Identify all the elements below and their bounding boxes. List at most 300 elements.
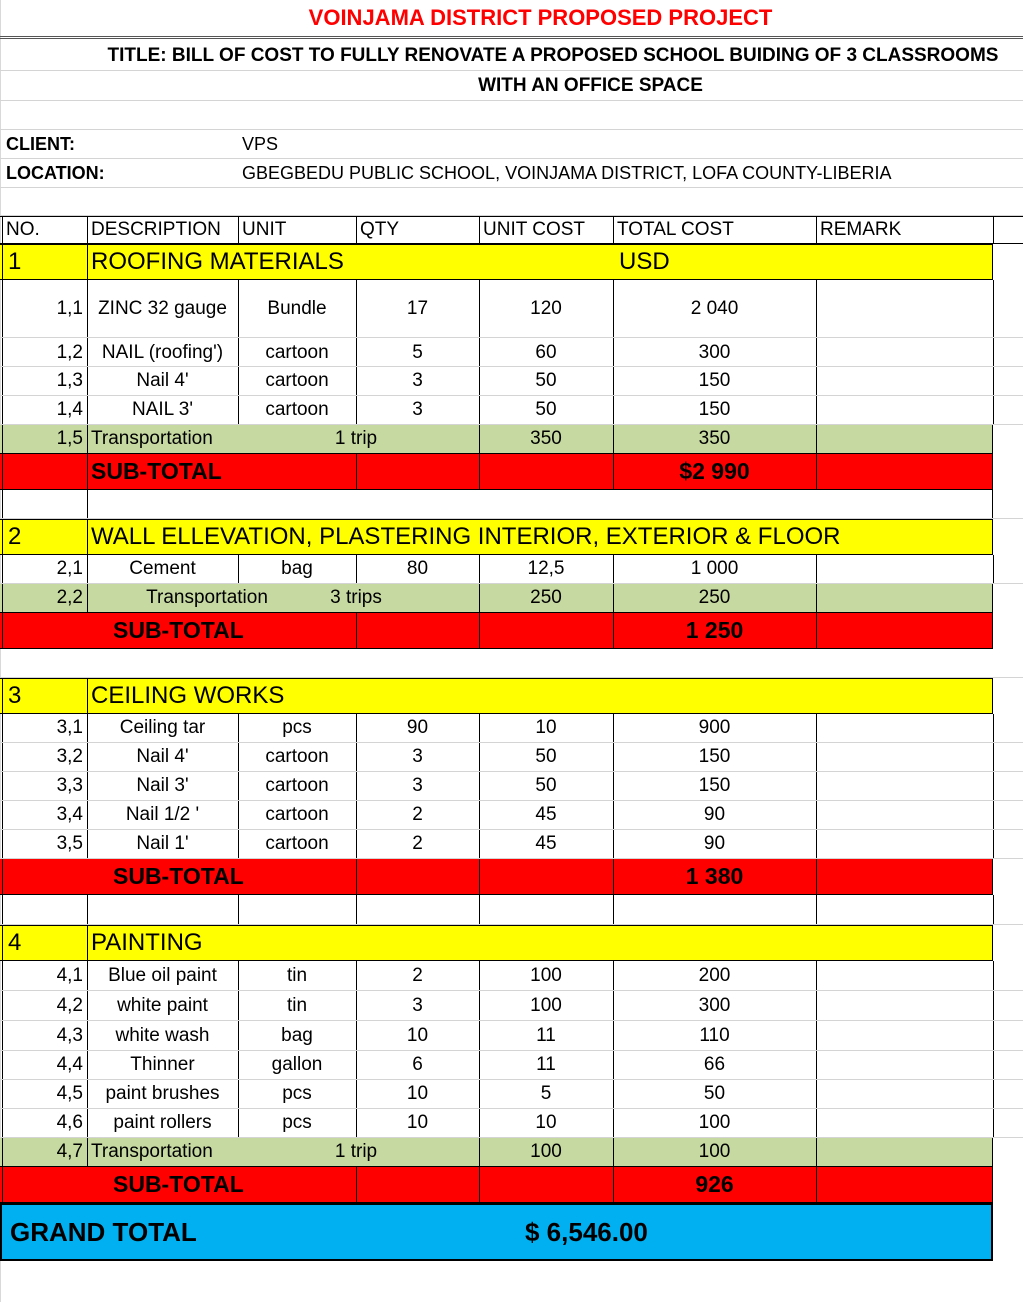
blank-row[interactable] <box>0 650 1023 678</box>
cell-border <box>613 714 614 742</box>
item-remark[interactable] <box>816 714 993 742</box>
item-number[interactable]: 4,7 <box>56 1141 83 1162</box>
currency-label[interactable]: USD <box>619 248 670 275</box>
item-unit-cost[interactable]: 120 <box>530 297 562 319</box>
column-header-unit[interactable]: UNIT <box>242 219 287 240</box>
cell-border <box>479 1167 480 1202</box>
item-unit-cost[interactable]: 350 <box>530 428 562 449</box>
transport-description[interactable]: Transportation <box>91 428 213 449</box>
item-number[interactable]: 2,1 <box>56 558 83 579</box>
item-number[interactable]: 1,2 <box>56 342 83 363</box>
item-number[interactable]: 4,3 <box>56 1024 83 1046</box>
item-remark[interactable] <box>816 396 993 424</box>
subtotal-label[interactable]: SUB-TOTAL <box>113 863 244 889</box>
cell-border <box>479 859 480 894</box>
cell-border <box>479 1051 480 1079</box>
cell-border <box>87 367 88 395</box>
cell-border <box>816 454 817 489</box>
item-total-cost[interactable]: 100 <box>698 1112 731 1133</box>
cell-border <box>993 367 994 395</box>
subtotal-value[interactable]: 1 250 <box>685 617 744 643</box>
item-remark[interactable] <box>816 1109 993 1137</box>
cell-border <box>613 1167 614 1202</box>
item-description[interactable]: white paint <box>117 994 208 1016</box>
section-header-row[interactable] <box>0 678 993 714</box>
item-total-cost[interactable]: 900 <box>698 717 731 738</box>
table-row[interactable] <box>0 801 1023 830</box>
item-unit-cost[interactable]: 50 <box>535 746 557 767</box>
item-unit-cost[interactable]: 100 <box>530 1141 562 1162</box>
table-row[interactable] <box>0 396 1023 425</box>
item-remark[interactable] <box>816 555 993 583</box>
item-qty[interactable]: 3 <box>412 775 423 796</box>
item-number[interactable]: 3,5 <box>56 833 83 854</box>
item-remark[interactable] <box>816 961 993 990</box>
cell-border <box>87 679 88 713</box>
item-qty[interactable]: 17 <box>406 297 429 319</box>
subtitle-row-1[interactable] <box>0 41 1023 71</box>
item-qty[interactable]: 6 <box>412 1054 423 1075</box>
cell-border <box>479 280 480 337</box>
item-total-cost[interactable]: 150 <box>698 399 731 420</box>
cell-border <box>479 555 480 583</box>
item-total-cost[interactable]: 100 <box>698 1141 731 1162</box>
cell-border <box>2 772 3 800</box>
item-remark[interactable] <box>816 1021 993 1050</box>
item-remark[interactable] <box>816 367 993 395</box>
subtotal-value[interactable]: 926 <box>695 1171 734 1197</box>
item-number[interactable]: 4,2 <box>56 994 83 1016</box>
table-header-row[interactable] <box>0 216 1023 244</box>
client-row[interactable] <box>0 130 1023 159</box>
item-qty[interactable]: 2 <box>412 964 423 986</box>
cell-border <box>613 280 614 337</box>
item-total-cost[interactable]: 2 040 <box>690 297 739 319</box>
item-unit[interactable]: bag <box>281 1024 313 1046</box>
cell-border <box>992 613 993 648</box>
item-qty[interactable]: 3 <box>412 399 423 420</box>
column-header-unit-cost[interactable]: UNIT COST <box>483 219 586 240</box>
transport-trips[interactable]: 3 trips <box>330 587 382 608</box>
cell-border <box>993 772 994 800</box>
cell-border <box>87 520 88 554</box>
item-total-cost[interactable]: 90 <box>703 833 726 854</box>
cell-border <box>87 338 88 366</box>
transport-description[interactable]: Transportation <box>146 587 268 608</box>
item-remark[interactable] <box>816 280 993 337</box>
cell-border <box>2 280 3 337</box>
cell-border <box>479 743 480 771</box>
item-unit-cost[interactable]: 100 <box>530 994 562 1016</box>
item-remark[interactable] <box>816 338 993 366</box>
cell-border <box>816 772 817 800</box>
cell-border <box>479 584 480 612</box>
table-row[interactable] <box>0 991 1023 1021</box>
table-row[interactable] <box>0 772 1023 801</box>
item-unit-cost[interactable]: 11 <box>536 1024 556 1046</box>
item-description[interactable]: NAIL 3' <box>131 399 193 420</box>
cell-border <box>816 338 817 366</box>
transport-row[interactable] <box>0 1138 993 1167</box>
subtotal-label[interactable]: SUB-TOTAL <box>113 1171 244 1197</box>
item-unit-cost[interactable]: 100 <box>530 964 562 986</box>
cell-border <box>2 1138 3 1166</box>
section-header-row[interactable] <box>0 519 993 555</box>
cell-border <box>2 454 3 489</box>
section-name[interactable]: WALL ELLEVATION, PLASTERING INTERIOR, EXTERIOR & FLOOR <box>91 523 841 550</box>
cell-border <box>613 454 614 489</box>
item-total-cost[interactable]: 300 <box>698 342 731 363</box>
item-unit[interactable]: gallon <box>271 1054 323 1075</box>
cell-border <box>87 830 88 858</box>
cell-border <box>816 1167 817 1202</box>
column-header-description[interactable]: DESCRIPTION <box>91 219 221 240</box>
item-unit[interactable]: pcs <box>282 717 312 738</box>
item-remark[interactable] <box>816 1051 993 1079</box>
subtotal-value[interactable]: $2 990 <box>679 458 750 484</box>
cell-border <box>87 1138 88 1166</box>
item-total-cost[interactable]: 1 000 <box>690 558 739 579</box>
item-unit[interactable]: cartoon <box>265 399 329 420</box>
transport-row[interactable] <box>0 584 993 613</box>
cell-border <box>479 714 480 742</box>
cell-border <box>993 217 994 243</box>
grand-total-value[interactable]: $ 6,546.00 <box>525 1216 648 1247</box>
cell-border <box>238 338 239 366</box>
item-total-cost[interactable]: 150 <box>698 746 731 767</box>
item-total-cost[interactable]: 66 <box>703 1054 726 1075</box>
client-value[interactable]: VPS <box>242 133 279 154</box>
cell-border <box>816 961 817 990</box>
cell-border <box>356 743 357 771</box>
cell-border <box>992 1138 993 1166</box>
cell-border <box>993 1051 994 1079</box>
cell-border <box>816 280 817 337</box>
table-row[interactable] <box>0 1021 1023 1051</box>
item-unit[interactable]: cartoon <box>265 804 329 825</box>
item-qty[interactable]: 10 <box>406 1112 429 1133</box>
item-unit[interactable]: cartoon <box>265 342 329 363</box>
cell-border <box>992 245 993 279</box>
location-label: LOCATION: <box>6 162 105 183</box>
table-row[interactable] <box>0 1080 1023 1109</box>
table-row[interactable] <box>0 280 1023 338</box>
title-row[interactable] <box>0 0 1023 39</box>
item-description[interactable]: Nail 1' <box>136 833 189 854</box>
cell-border <box>87 584 88 612</box>
page-title: VOINJAMA DISTRICT PROPOSED PROJECT <box>308 5 773 30</box>
cell-border <box>2 338 3 366</box>
cell-border <box>2 396 3 424</box>
grand-total-label[interactable]: GRAND TOTAL <box>10 1216 197 1247</box>
cell-border <box>816 991 817 1020</box>
location-row[interactable] <box>0 159 1023 188</box>
cell-border <box>356 613 357 648</box>
table-row[interactable] <box>0 830 1023 859</box>
cell-border <box>479 396 480 424</box>
item-qty[interactable]: 3 <box>412 746 423 767</box>
item-number[interactable]: 4,5 <box>56 1083 83 1104</box>
transport-row[interactable] <box>0 425 993 454</box>
item-number[interactable]: 1,4 <box>56 399 83 420</box>
subtotal-row[interactable] <box>0 454 993 490</box>
item-unit[interactable]: pcs <box>282 1112 312 1133</box>
blank-row[interactable] <box>0 188 1023 216</box>
blank-row[interactable] <box>0 895 1023 925</box>
item-description[interactable]: ZINC 32 gauge <box>98 297 227 319</box>
table-row[interactable] <box>0 961 1023 991</box>
item-total-cost[interactable]: 50 <box>703 1083 726 1104</box>
cell-border <box>356 1021 357 1050</box>
cell-border <box>993 1080 994 1108</box>
item-number[interactable]: 4,4 <box>56 1054 83 1075</box>
item-total-cost[interactable]: 350 <box>698 428 731 449</box>
item-number[interactable]: 3,3 <box>56 775 83 796</box>
column-header-total-cost[interactable]: TOTAL COST <box>617 219 734 240</box>
item-unit[interactable]: tin <box>286 964 308 986</box>
section-header-row[interactable] <box>0 244 993 280</box>
cell-border <box>2 1051 3 1079</box>
item-description[interactable]: paint rollers <box>113 1112 212 1133</box>
cell-border <box>479 1021 480 1050</box>
item-remark[interactable] <box>816 991 993 1020</box>
item-number[interactable]: 3,1 <box>56 717 83 738</box>
item-total-cost[interactable]: 110 <box>699 1024 730 1046</box>
subtotal-row[interactable] <box>0 1167 993 1203</box>
item-number[interactable]: 1,3 <box>56 370 83 391</box>
item-unit-cost[interactable]: 10 <box>535 1112 557 1133</box>
item-unit-cost[interactable]: 60 <box>535 342 557 363</box>
cell-border <box>992 454 993 489</box>
item-number[interactable]: 1,5 <box>56 428 83 449</box>
transport-trips[interactable]: 1 trip <box>334 428 378 449</box>
cell-border <box>613 338 614 366</box>
item-unit[interactable]: bag <box>281 558 313 579</box>
item-total-cost[interactable]: 150 <box>698 775 731 796</box>
item-unit-cost[interactable]: 10 <box>535 717 557 738</box>
cell-border <box>479 801 480 829</box>
item-unit[interactable]: cartoon <box>265 833 329 854</box>
item-unit-cost[interactable]: 50 <box>535 775 557 796</box>
cell-border <box>993 801 994 829</box>
item-unit-cost[interactable]: 250 <box>530 587 562 608</box>
item-description[interactable]: white wash <box>115 1024 210 1046</box>
cell-border <box>2 830 3 858</box>
item-number[interactable]: 2,2 <box>56 587 83 608</box>
cell-border <box>87 743 88 771</box>
cell-border <box>238 830 239 858</box>
table-row[interactable] <box>0 1109 1023 1138</box>
cell-border <box>2 1080 3 1108</box>
item-unit-cost[interactable]: 50 <box>535 370 557 391</box>
item-description[interactable]: Nail 1/2 ' <box>125 804 200 825</box>
cell-border <box>816 555 817 583</box>
item-number[interactable]: 4,1 <box>56 964 83 986</box>
section-name[interactable]: ROOFING MATERIALS <box>91 248 344 275</box>
item-remark[interactable] <box>816 772 993 800</box>
table-row[interactable] <box>0 338 1023 367</box>
cell-border <box>356 555 357 583</box>
cell-border <box>992 520 993 554</box>
cell-border <box>993 743 994 771</box>
item-unit[interactable]: cartoon <box>265 370 329 391</box>
item-number[interactable]: 3,2 <box>56 746 83 767</box>
cell-border <box>2 991 3 1020</box>
cell-border <box>816 396 817 424</box>
cell-border <box>816 1051 817 1079</box>
item-description[interactable]: paint brushes <box>105 1083 220 1104</box>
section-number[interactable]: 1 <box>8 248 22 275</box>
subtotal-value[interactable]: 1 380 <box>685 863 744 889</box>
cell-border <box>238 367 239 395</box>
item-unit-cost[interactable]: 50 <box>535 399 557 420</box>
cell-border <box>238 743 239 771</box>
item-unit[interactable]: Bundle <box>267 297 327 319</box>
cell-border <box>356 895 357 924</box>
item-total-cost[interactable]: 300 <box>698 994 731 1016</box>
item-remark[interactable] <box>816 743 993 771</box>
item-description[interactable]: Blue oil paint <box>108 964 217 986</box>
item-total-cost[interactable]: 200 <box>698 964 731 986</box>
section-name[interactable]: PAINTING <box>91 929 203 956</box>
item-qty[interactable]: 80 <box>406 558 429 579</box>
cell-border <box>479 895 480 924</box>
item-description[interactable]: NAIL (roofing') <box>101 342 224 363</box>
table-row[interactable] <box>0 555 1023 584</box>
item-unit-cost[interactable]: 12,5 <box>527 558 565 579</box>
item-qty[interactable]: 5 <box>412 342 423 363</box>
item-total-cost[interactable]: 150 <box>698 370 731 391</box>
item-unit[interactable]: pcs <box>282 1083 312 1104</box>
item-qty[interactable]: 2 <box>412 833 423 854</box>
cell-border <box>992 926 993 960</box>
cell-border <box>87 1109 88 1137</box>
item-description[interactable]: Cement <box>129 558 196 579</box>
item-description[interactable]: Ceiling tar <box>119 717 206 738</box>
item-remark[interactable] <box>816 801 993 829</box>
subtotal-label[interactable]: SUB-TOTAL <box>113 617 244 643</box>
cell-border <box>238 1021 239 1050</box>
cell-border <box>613 743 614 771</box>
item-unit[interactable]: cartoon <box>265 746 329 767</box>
blank-row[interactable] <box>0 101 1023 130</box>
cell-border <box>613 1138 614 1166</box>
section-name[interactable]: CEILING WORKS <box>91 682 285 709</box>
item-unit[interactable]: tin <box>286 994 308 1016</box>
cell-border <box>356 1167 357 1202</box>
cell-border <box>816 830 817 858</box>
cell-border <box>356 772 357 800</box>
item-total-cost[interactable]: 250 <box>698 587 731 608</box>
item-unit-cost[interactable]: 45 <box>535 833 557 854</box>
blank-row[interactable] <box>0 490 1023 519</box>
item-qty[interactable]: 3 <box>412 994 423 1016</box>
cell-border <box>356 280 357 337</box>
cell-border <box>479 1138 480 1166</box>
cell-border <box>356 991 357 1020</box>
cell-border <box>613 772 614 800</box>
cell-border <box>613 859 614 894</box>
item-description[interactable]: Nail 4' <box>136 746 189 767</box>
item-description[interactable]: Thinner <box>130 1054 195 1075</box>
item-qty[interactable]: 90 <box>406 717 429 738</box>
cell-border <box>816 895 817 924</box>
cell-border <box>613 584 614 612</box>
cell-border <box>993 396 994 424</box>
cell-border <box>479 772 480 800</box>
subtotal-row[interactable] <box>0 613 993 649</box>
table-row[interactable] <box>0 1051 1023 1080</box>
item-qty[interactable]: 2 <box>412 804 423 825</box>
table-row[interactable] <box>0 743 1023 772</box>
cell-border <box>992 679 993 713</box>
cell-border <box>2 679 3 713</box>
cell-border <box>816 714 817 742</box>
item-unit[interactable]: cartoon <box>265 775 329 796</box>
cell-border <box>2 895 3 924</box>
column-header-remark[interactable]: REMARK <box>820 219 902 240</box>
transport-description[interactable]: Transportation <box>91 1141 213 1162</box>
cell-border <box>238 895 239 924</box>
cell-border <box>356 859 357 894</box>
subtotal-label[interactable]: SUB-TOTAL <box>91 458 222 484</box>
item-description[interactable]: Nail 3' <box>136 775 189 796</box>
cell-border <box>87 772 88 800</box>
section-number[interactable]: 4 <box>8 929 22 956</box>
item-remark[interactable] <box>816 1080 993 1108</box>
section-number[interactable]: 2 <box>8 523 22 550</box>
item-unit-cost[interactable]: 45 <box>535 804 557 825</box>
cell-border <box>816 859 817 894</box>
column-header-no[interactable]: NO. <box>6 219 40 240</box>
item-number[interactable]: 3,4 <box>56 804 83 825</box>
table-row[interactable] <box>0 367 1023 396</box>
item-unit-cost[interactable]: 5 <box>540 1083 552 1104</box>
item-number[interactable]: 1,1 <box>56 297 83 319</box>
cell-border <box>816 425 817 453</box>
column-header-qty[interactable]: QTY <box>360 219 400 240</box>
cell-border <box>479 961 480 990</box>
transport-trips[interactable]: 1 trip <box>334 1141 378 1162</box>
cell-border <box>2 1021 3 1050</box>
cell-border <box>992 1167 993 1202</box>
section-header-row[interactable] <box>0 925 993 961</box>
table-row[interactable] <box>0 714 1023 743</box>
cell-border <box>87 396 88 424</box>
cell-border <box>613 1109 614 1137</box>
cell-border <box>356 217 357 243</box>
item-qty[interactable]: 10 <box>406 1083 429 1104</box>
subtitle-line-2: WITH AN OFFICE SPACE <box>478 74 703 96</box>
item-remark[interactable] <box>816 830 993 858</box>
item-unit-cost[interactable]: 11 <box>536 1054 556 1075</box>
subtitle-row-2[interactable] <box>0 71 1023 101</box>
grand-total-row[interactable] <box>0 1203 993 1261</box>
cell-border <box>993 830 994 858</box>
cell-border <box>613 1021 614 1050</box>
cell-border <box>2 520 3 554</box>
section-number[interactable]: 3 <box>8 682 22 709</box>
item-qty[interactable]: 3 <box>412 370 423 391</box>
subtotal-row[interactable] <box>0 859 993 895</box>
cell-border <box>613 801 614 829</box>
item-total-cost[interactable]: 90 <box>703 804 726 825</box>
item-qty[interactable]: 10 <box>406 1024 429 1046</box>
cell-border <box>238 280 239 337</box>
item-number[interactable]: 4,6 <box>56 1112 83 1133</box>
item-description[interactable]: Nail 4' <box>136 370 189 391</box>
location-value[interactable]: GBEGBEDU PUBLIC SCHOOL, VOINJAMA DISTRICT, LOFA COUNTY-LIBERIA <box>242 162 892 183</box>
